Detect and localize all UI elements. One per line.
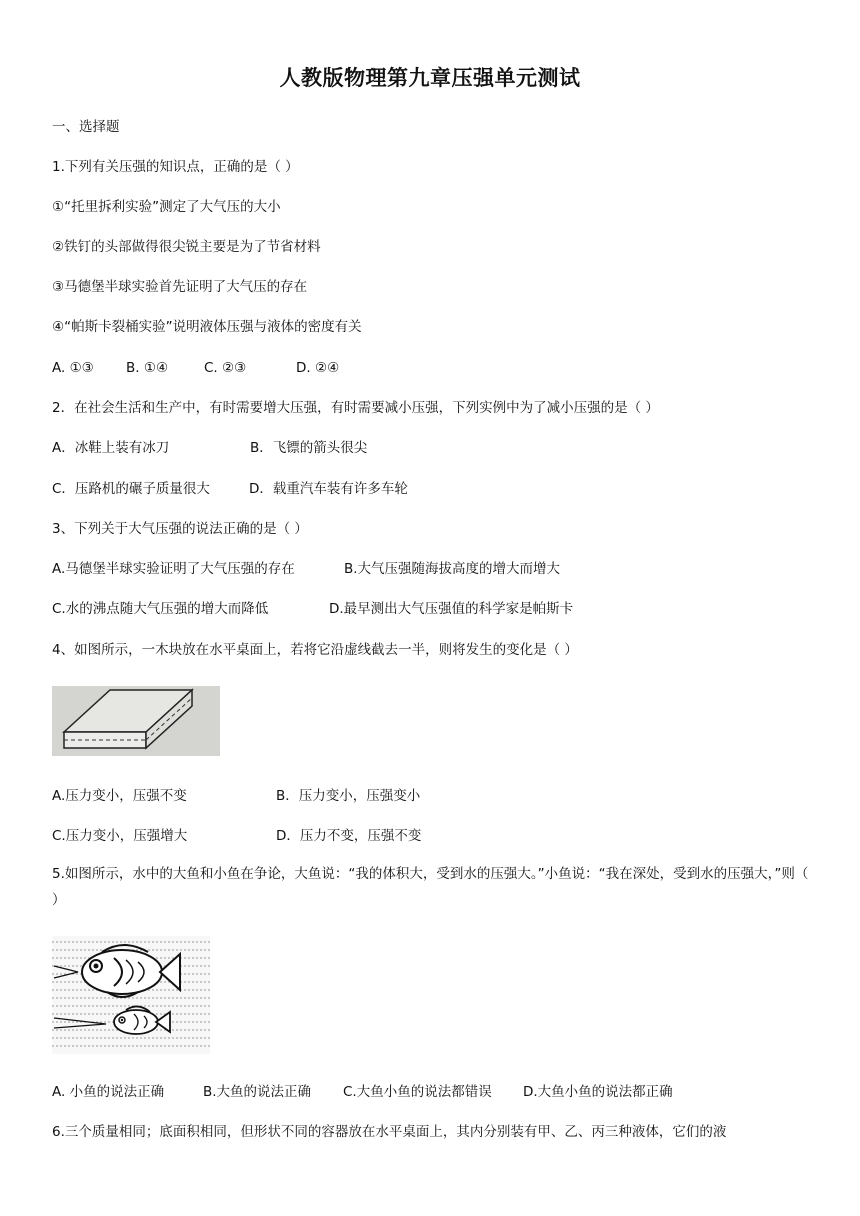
question-2-option-c: C．压路机的碾子质量很大 (52, 481, 210, 497)
section-heading: 一、选择题 (52, 119, 120, 135)
question-4-option-c: C.压力变小，压强增大 (52, 828, 188, 844)
question-4-stem: 4、如图所示，一木块放在水平桌面上，若将它沿虚线截去一半，则将发生的变化是（ ） (52, 642, 578, 658)
question-1-option-c: C. ②③ (204, 360, 247, 376)
question-1-item-2: ②铁钉的头部做得很尖锐主要是为了节省材料 (52, 239, 321, 255)
question-4-option-a: A.压力变小，压强不变 (52, 788, 187, 804)
question-1-option-b: B. ①④ (126, 360, 169, 376)
question-3-option-d: D.最早测出大气压强值的科学家是帕斯卡 (329, 601, 574, 617)
question-2-stem: 2．在社会生活和生产中，有时需要增大压强，有时需要减小压强，下列实例中为了减小压强的是（ ） (52, 400, 659, 416)
question-6-stem: 6.三个质量相同；底面积相同，但形状不同的容器放在水平桌面上，其内分别装有甲、乙、丙三种液体，它们的液 (52, 1124, 727, 1140)
question-5-option-b: B.大鱼的说法正确 (203, 1084, 312, 1100)
wood-block-figure (52, 686, 220, 760)
question-3-option-a: A.马德堡半球实验证明了大气压强的存在 (52, 561, 295, 577)
question-1-item-4: ④“帕斯卡裂桶实验”说明液体压强与液体的密度有关 (52, 319, 362, 335)
page-title: 人教版物理第九章压强单元测试 (279, 66, 581, 90)
question-4-option-d: D．压力不变，压强不变 (276, 828, 422, 844)
question-3-stem: 3、下列关于大气压强的说法正确的是（ ） (52, 521, 308, 537)
fish-figure (52, 936, 210, 1058)
question-2-option-b: B．飞镖的箭头很尖 (250, 440, 368, 456)
question-1-item-3: ③马德堡半球实验首先证明了大气压的存在 (52, 279, 308, 295)
question-1-option-d: D. ②④ (296, 360, 340, 376)
question-1-option-a: A. ①③ (52, 360, 94, 376)
question-5-option-a: A. 小鱼的说法正确 (52, 1084, 165, 1100)
question-2-option-a: A．冰鞋上装有冰刀 (52, 440, 170, 456)
question-1-stem: 1.下列有关压强的知识点，正确的是（ ） (52, 159, 299, 175)
question-1-item-1: ①“托里拆利实验”测定了大气压的大小 (52, 199, 281, 215)
question-5-option-c: C.大鱼小鱼的说法都错误 (343, 1084, 492, 1100)
question-2-option-d: D．载重汽车装有许多车轮 (249, 481, 408, 497)
question-3-option-c: C.水的沸点随大气压强的增大而降低 (52, 601, 269, 617)
question-5-option-d: D.大鱼小鱼的说法都正确 (523, 1084, 673, 1100)
question-3-option-b: B.大气压强随海拔高度的增大而增大 (344, 561, 561, 577)
question-5-stem: 5.如图所示，水中的大鱼和小鱼在争论，大鱼说：“我的体积大，受到水的压强大。”小鱼说：“我在深处，受到水的压强大，”则（ ） (52, 866, 809, 908)
question-4-option-b: B．压力变小，压强变小 (276, 788, 421, 804)
